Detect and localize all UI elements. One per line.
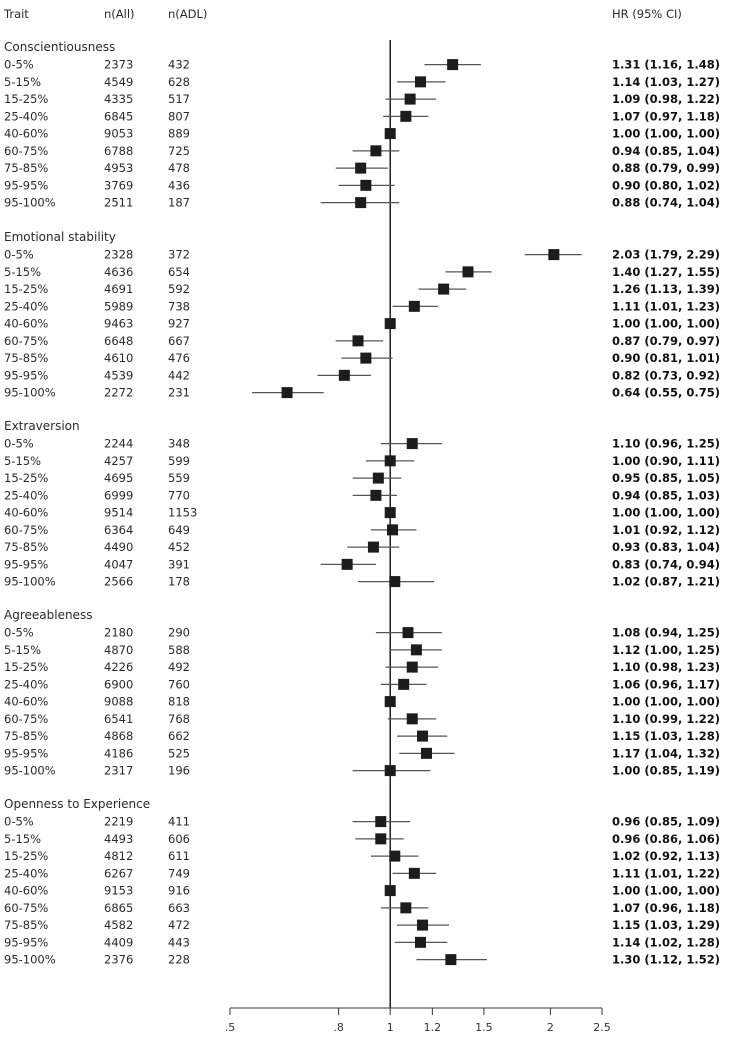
row-n-adl: 559 bbox=[168, 471, 190, 486]
row-n-adl: 667 bbox=[168, 333, 190, 348]
row-hr-ci: 1.30 (1.12, 1.52) bbox=[612, 952, 721, 967]
row-n-all: 4409 bbox=[104, 935, 134, 950]
row-percentile-label: 95-100% bbox=[4, 195, 56, 210]
row-n-all: 6648 bbox=[104, 333, 134, 348]
row-percentile-label: 0-5% bbox=[4, 625, 34, 640]
row-n-all: 4953 bbox=[104, 161, 134, 176]
hr-marker bbox=[282, 387, 293, 398]
hr-marker bbox=[355, 163, 366, 174]
row-percentile-label: 95-100% bbox=[4, 385, 56, 400]
row-n-all: 2328 bbox=[104, 247, 134, 262]
row-percentile-label: 75-85% bbox=[4, 918, 49, 933]
hr-marker bbox=[415, 76, 426, 87]
row-hr-ci: 1.00 (1.00, 1.00) bbox=[612, 316, 721, 331]
row-hr-ci: 1.40 (1.27, 1.55) bbox=[612, 264, 721, 279]
hr-marker bbox=[342, 559, 353, 570]
header-hr-ci: HR (95% CI) bbox=[612, 7, 682, 21]
row-percentile-label: 60-75% bbox=[4, 143, 49, 158]
hr-marker bbox=[355, 197, 366, 208]
row-hr-ci: 1.07 (0.96, 1.18) bbox=[612, 900, 721, 915]
row-n-adl: 478 bbox=[168, 161, 190, 176]
row-n-all: 4870 bbox=[104, 642, 134, 657]
row-n-all: 2244 bbox=[104, 436, 134, 451]
row-percentile-label: 95-100% bbox=[4, 763, 56, 778]
row-n-adl: 187 bbox=[168, 195, 190, 210]
row-n-all: 4226 bbox=[104, 660, 134, 675]
row-n-adl: 649 bbox=[168, 522, 190, 537]
row-percentile-label: 95-95% bbox=[4, 746, 49, 761]
row-percentile-label: 95-95% bbox=[4, 178, 49, 193]
row-n-adl: 654 bbox=[168, 264, 190, 279]
row-n-adl: 348 bbox=[168, 436, 190, 451]
hr-marker bbox=[407, 438, 418, 449]
row-percentile-label: 25-40% bbox=[4, 677, 49, 692]
row-n-adl: 725 bbox=[168, 143, 190, 158]
row-n-all: 6541 bbox=[104, 711, 134, 726]
hr-marker bbox=[370, 145, 381, 156]
row-percentile-label: 15-25% bbox=[4, 660, 49, 675]
hr-marker bbox=[389, 576, 400, 587]
row-n-adl: 442 bbox=[168, 368, 190, 383]
row-n-all: 4539 bbox=[104, 368, 134, 383]
row-hr-ci: 1.00 (0.90, 1.11) bbox=[612, 453, 721, 468]
row-n-all: 4186 bbox=[104, 746, 134, 761]
row-n-adl: 196 bbox=[168, 763, 190, 778]
row-hr-ci: 0.64 (0.55, 0.75) bbox=[612, 385, 721, 400]
row-n-adl: 927 bbox=[168, 316, 190, 331]
row-hr-ci: 0.88 (0.79, 0.99) bbox=[612, 161, 721, 176]
hr-marker bbox=[447, 59, 458, 70]
row-n-adl: 231 bbox=[168, 385, 190, 400]
row-n-all: 4047 bbox=[104, 557, 134, 572]
row-percentile-label: 60-75% bbox=[4, 333, 49, 348]
row-n-adl: 599 bbox=[168, 453, 190, 468]
row-hr-ci: 1.11 (1.01, 1.22) bbox=[612, 866, 721, 881]
hr-marker bbox=[373, 473, 384, 484]
hr-marker bbox=[385, 885, 396, 896]
row-hr-ci: 2.03 (1.79, 2.29) bbox=[612, 247, 721, 262]
x-tick-label: 1.2 bbox=[423, 1021, 442, 1034]
row-n-all: 2180 bbox=[104, 625, 134, 640]
hr-marker bbox=[385, 318, 396, 329]
x-tick-label: .8 bbox=[333, 1021, 344, 1034]
forest-rows bbox=[4, 40, 720, 1008]
row-percentile-label: 15-25% bbox=[4, 282, 49, 297]
header-n-all: n(All) bbox=[104, 7, 135, 21]
row-n-adl: 432 bbox=[168, 57, 190, 72]
hr-marker bbox=[353, 335, 364, 346]
row-hr-ci: 1.15 (1.03, 1.28) bbox=[612, 729, 721, 744]
hr-marker bbox=[375, 833, 386, 844]
row-n-adl: 1153 bbox=[168, 505, 198, 520]
row-percentile-label: 60-75% bbox=[4, 711, 49, 726]
row-percentile-label: 0-5% bbox=[4, 57, 34, 72]
hr-marker bbox=[462, 266, 473, 277]
row-hr-ci: 1.09 (0.98, 1.22) bbox=[612, 92, 721, 107]
row-n-all: 2373 bbox=[104, 57, 134, 72]
row-hr-ci: 1.17 (1.04, 1.32) bbox=[612, 746, 721, 761]
row-n-adl: 592 bbox=[168, 282, 190, 297]
row-hr-ci: 1.11 (1.01, 1.23) bbox=[612, 299, 721, 314]
row-n-adl: 443 bbox=[168, 935, 190, 950]
row-percentile-label: 0-5% bbox=[4, 814, 34, 829]
row-hr-ci: 1.10 (0.98, 1.23) bbox=[612, 660, 721, 675]
row-percentile-label: 40-60% bbox=[4, 694, 49, 709]
row-percentile-label: 75-85% bbox=[4, 540, 49, 555]
row-percentile-label: 75-85% bbox=[4, 351, 49, 366]
row-percentile-label: 5-15% bbox=[4, 831, 42, 846]
row-n-all: 9514 bbox=[104, 505, 134, 520]
row-hr-ci: 0.87 (0.79, 0.97) bbox=[612, 333, 721, 348]
row-n-adl: 178 bbox=[168, 574, 190, 589]
row-percentile-label: 15-25% bbox=[4, 849, 49, 864]
row-percentile-label: 95-100% bbox=[4, 574, 56, 589]
row-hr-ci: 1.12 (1.00, 1.25) bbox=[612, 642, 721, 657]
row-n-all: 9053 bbox=[104, 126, 134, 141]
row-hr-ci: 1.26 (1.13, 1.39) bbox=[612, 282, 721, 297]
row-n-adl: 436 bbox=[168, 178, 190, 193]
hr-marker bbox=[370, 490, 381, 501]
row-percentile-label: 5-15% bbox=[4, 74, 42, 89]
row-hr-ci: 0.90 (0.81, 1.01) bbox=[612, 351, 721, 366]
group-label: Conscientiousness bbox=[4, 40, 116, 54]
group-label: Emotional stability bbox=[4, 230, 116, 244]
hr-marker bbox=[398, 679, 409, 690]
row-n-adl: 525 bbox=[168, 746, 190, 761]
row-n-all: 6999 bbox=[104, 488, 134, 503]
row-hr-ci: 1.14 (1.02, 1.28) bbox=[612, 935, 721, 950]
x-tick-label: .5 bbox=[224, 1021, 236, 1034]
hr-marker bbox=[400, 902, 411, 913]
row-n-adl: 517 bbox=[168, 92, 190, 107]
hr-marker bbox=[403, 627, 414, 638]
row-n-adl: 588 bbox=[168, 642, 190, 657]
row-n-all: 4335 bbox=[104, 92, 134, 107]
row-percentile-label: 40-60% bbox=[4, 883, 49, 898]
row-percentile-label: 0-5% bbox=[4, 247, 34, 262]
hr-marker bbox=[421, 748, 432, 759]
row-hr-ci: 1.02 (0.92, 1.13) bbox=[612, 849, 721, 864]
hr-marker bbox=[385, 455, 396, 466]
group-label: Agreeableness bbox=[4, 608, 93, 622]
row-n-all: 5989 bbox=[104, 299, 134, 314]
row-n-all: 6900 bbox=[104, 677, 134, 692]
row-hr-ci: 1.06 (0.96, 1.17) bbox=[612, 677, 721, 692]
row-n-adl: 290 bbox=[168, 625, 190, 640]
row-n-adl: 768 bbox=[168, 711, 190, 726]
row-n-adl: 492 bbox=[168, 660, 190, 675]
x-tick-label: 2.5 bbox=[593, 1021, 611, 1034]
row-percentile-label: 95-100% bbox=[4, 952, 56, 967]
row-n-adl: 411 bbox=[168, 814, 190, 829]
hr-marker bbox=[389, 851, 400, 862]
row-percentile-label: 60-75% bbox=[4, 900, 49, 915]
row-hr-ci: 1.00 (0.85, 1.19) bbox=[612, 763, 721, 778]
row-percentile-label: 0-5% bbox=[4, 436, 34, 451]
row-hr-ci: 0.90 (0.80, 1.02) bbox=[612, 178, 721, 193]
row-hr-ci: 1.00 (1.00, 1.00) bbox=[612, 694, 721, 709]
row-hr-ci: 0.88 (0.74, 1.04) bbox=[612, 195, 721, 210]
row-n-adl: 738 bbox=[168, 299, 190, 314]
row-n-all: 2317 bbox=[104, 763, 134, 778]
row-n-all: 9088 bbox=[104, 694, 134, 709]
header-n-adl: n(ADL) bbox=[168, 7, 208, 21]
row-n-all: 6845 bbox=[104, 109, 134, 124]
hr-marker bbox=[400, 111, 411, 122]
row-hr-ci: 0.95 (0.85, 1.05) bbox=[612, 471, 721, 486]
row-n-all: 4691 bbox=[104, 282, 134, 297]
hr-marker bbox=[409, 301, 420, 312]
row-hr-ci: 0.93 (0.83, 1.04) bbox=[612, 540, 721, 555]
hr-marker bbox=[385, 765, 396, 776]
row-hr-ci: 0.94 (0.85, 1.03) bbox=[612, 488, 721, 503]
row-n-all: 4868 bbox=[104, 729, 134, 744]
row-n-adl: 628 bbox=[168, 74, 190, 89]
row-n-adl: 916 bbox=[168, 883, 190, 898]
row-percentile-label: 25-40% bbox=[4, 488, 49, 503]
x-tick-label: 1 bbox=[386, 1021, 394, 1034]
row-n-adl: 452 bbox=[168, 540, 190, 555]
row-n-all: 4257 bbox=[104, 453, 134, 468]
row-n-adl: 606 bbox=[168, 831, 190, 846]
row-hr-ci: 1.14 (1.03, 1.27) bbox=[612, 74, 721, 89]
hr-marker bbox=[438, 284, 449, 295]
row-percentile-label: 40-60% bbox=[4, 505, 49, 520]
row-n-all: 6788 bbox=[104, 143, 134, 158]
row-percentile-label: 25-40% bbox=[4, 866, 49, 881]
hr-marker bbox=[407, 662, 418, 673]
row-percentile-label: 75-85% bbox=[4, 161, 49, 176]
row-percentile-label: 95-95% bbox=[4, 557, 49, 572]
row-percentile-label: 5-15% bbox=[4, 453, 42, 468]
row-hr-ci: 0.83 (0.74, 0.94) bbox=[612, 557, 721, 572]
row-n-adl: 391 bbox=[168, 557, 190, 572]
row-hr-ci: 1.15 (1.03, 1.29) bbox=[612, 918, 721, 933]
hr-marker bbox=[417, 920, 428, 931]
row-n-adl: 889 bbox=[168, 126, 190, 141]
row-percentile-label: 95-95% bbox=[4, 935, 49, 950]
row-percentile-label: 25-40% bbox=[4, 299, 49, 314]
row-n-adl: 770 bbox=[168, 488, 190, 503]
hr-marker bbox=[417, 731, 428, 742]
row-n-all: 2376 bbox=[104, 952, 134, 967]
row-hr-ci: 1.07 (0.97, 1.18) bbox=[612, 109, 721, 124]
row-n-all: 4636 bbox=[104, 264, 134, 279]
row-percentile-label: 5-15% bbox=[4, 642, 42, 657]
row-hr-ci: 1.01 (0.92, 1.12) bbox=[612, 522, 721, 537]
row-n-all: 9463 bbox=[104, 316, 134, 331]
row-n-all: 3769 bbox=[104, 178, 134, 193]
row-n-all: 4493 bbox=[104, 831, 134, 846]
row-n-all: 2219 bbox=[104, 814, 134, 829]
hr-marker bbox=[548, 249, 559, 260]
x-axis bbox=[225, 1008, 611, 1034]
hr-marker bbox=[407, 713, 418, 724]
row-n-all: 6267 bbox=[104, 866, 134, 881]
row-n-all: 9153 bbox=[104, 883, 134, 898]
row-hr-ci: 1.00 (1.00, 1.00) bbox=[612, 505, 721, 520]
row-n-all: 2511 bbox=[104, 195, 134, 210]
hr-marker bbox=[385, 128, 396, 139]
row-n-adl: 372 bbox=[168, 247, 190, 262]
row-hr-ci: 1.00 (1.00, 1.00) bbox=[612, 126, 721, 141]
hr-marker bbox=[445, 954, 456, 965]
hr-marker bbox=[360, 353, 371, 364]
hr-marker bbox=[339, 370, 350, 381]
row-percentile-label: 15-25% bbox=[4, 92, 49, 107]
row-hr-ci: 0.94 (0.85, 1.04) bbox=[612, 143, 721, 158]
row-n-adl: 476 bbox=[168, 351, 190, 366]
hr-marker bbox=[385, 507, 396, 518]
header-trait: Trait bbox=[4, 7, 29, 21]
row-n-all: 6865 bbox=[104, 900, 134, 915]
hr-marker bbox=[387, 524, 398, 535]
hr-marker bbox=[360, 180, 371, 191]
hr-marker bbox=[411, 644, 422, 655]
row-percentile-label: 40-60% bbox=[4, 126, 49, 141]
row-percentile-label: 5-15% bbox=[4, 264, 42, 279]
row-n-all: 4490 bbox=[104, 540, 134, 555]
x-tick-label: 2 bbox=[546, 1021, 554, 1034]
row-percentile-label: 95-95% bbox=[4, 368, 49, 383]
row-n-adl: 228 bbox=[168, 952, 190, 967]
row-n-all: 4582 bbox=[104, 918, 134, 933]
group-label: Extraversion bbox=[4, 419, 80, 433]
hr-marker bbox=[415, 937, 426, 948]
row-percentile-label: 75-85% bbox=[4, 729, 49, 744]
hr-marker bbox=[368, 542, 379, 553]
row-percentile-label: 25-40% bbox=[4, 109, 49, 124]
row-percentile-label: 60-75% bbox=[4, 522, 49, 537]
row-n-adl: 749 bbox=[168, 866, 190, 881]
row-percentile-label: 15-25% bbox=[4, 471, 49, 486]
row-hr-ci: 1.00 (1.00, 1.00) bbox=[612, 883, 721, 898]
row-hr-ci: 0.82 (0.73, 0.92) bbox=[612, 368, 721, 383]
hr-marker bbox=[409, 868, 420, 879]
row-n-adl: 472 bbox=[168, 918, 190, 933]
row-hr-ci: 1.10 (0.99, 1.22) bbox=[612, 711, 721, 726]
row-hr-ci: 0.96 (0.85, 1.09) bbox=[612, 814, 721, 829]
x-tick-label: 1.5 bbox=[475, 1021, 493, 1034]
row-n-all: 2272 bbox=[104, 385, 134, 400]
row-n-adl: 807 bbox=[168, 109, 190, 124]
row-hr-ci: 1.31 (1.16, 1.48) bbox=[612, 57, 721, 72]
hr-marker bbox=[385, 696, 396, 707]
row-n-adl: 663 bbox=[168, 900, 190, 915]
row-n-all: 4610 bbox=[104, 351, 134, 366]
row-hr-ci: 1.08 (0.94, 1.25) bbox=[612, 625, 721, 640]
row-n-adl: 662 bbox=[168, 729, 190, 744]
row-n-all: 6364 bbox=[104, 522, 134, 537]
row-n-adl: 611 bbox=[168, 849, 190, 864]
row-percentile-label: 40-60% bbox=[4, 316, 49, 331]
hr-marker bbox=[375, 816, 386, 827]
row-n-all: 4549 bbox=[104, 74, 134, 89]
row-n-all: 4812 bbox=[104, 849, 134, 864]
row-hr-ci: 1.10 (0.96, 1.25) bbox=[612, 436, 721, 451]
hr-marker bbox=[405, 94, 416, 105]
row-hr-ci: 1.02 (0.87, 1.21) bbox=[612, 574, 721, 589]
group-label: Openness to Experience bbox=[4, 797, 151, 811]
row-n-all: 4695 bbox=[104, 471, 134, 486]
row-hr-ci: 0.96 (0.86, 1.06) bbox=[612, 831, 721, 846]
row-n-adl: 818 bbox=[168, 694, 190, 709]
row-n-all: 2566 bbox=[104, 574, 134, 589]
row-n-adl: 760 bbox=[168, 677, 190, 692]
